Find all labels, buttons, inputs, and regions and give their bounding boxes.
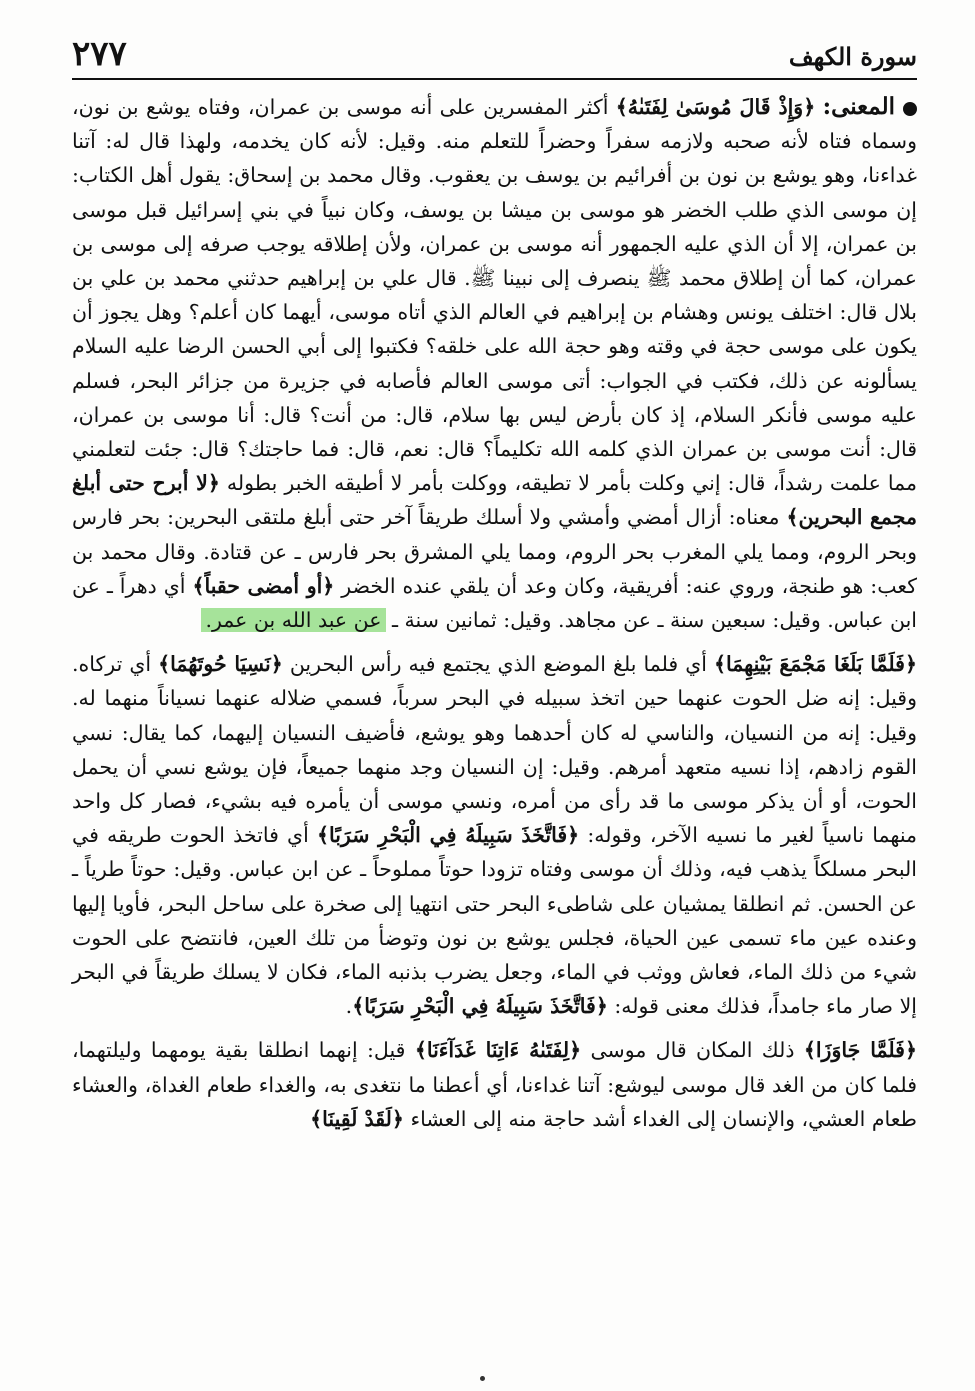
paragraph-passing	[72, 1033, 917, 1136]
quran-verse: ﴿فَاتَّخَذَ سَبِيلَهُ فِي الْبَحْرِ سَرَبًا﴾	[352, 994, 608, 1019]
commentary-text: .	[345, 994, 353, 1019]
commentary-text: أي دهراً ـ عن ابن عباس. وقيل: سبعين سنة ـ عن مجاهد. وقيل: ثمانين سنة ـ	[72, 573, 917, 633]
commentary-text: أكثر المفسرين على أنه موسى بن عمران، وفتاه يوشع بن نون، وسماه فتاه لأنه صحبه ولازمه سفراً وحضراً للتعلم منه. وقيل: لأنه كان يخدمه، ولهذا قال له: آتنا غداءنا، وهو يوشع بن نون بن أفرائيم بن يوسف بن يعقوب. وقال محمد بن إسحاق: يقول أهل الكتاب: إن موسى الذي طلب الخضر هو موسى بن ميشا بن يوسف، وكان نبياً في بني إسرائيل قبل موسى بن عمران، إلا أن الذي عليه الجمهور أنه موسى بن عمران، ولأن إطلاقه يوجب صرفه إلى موسى بن عمران، كما أن إطلاق محمد ﷺ ينصرف إلى نبينا ﷺ. قال علي بن إبراهيم حدثني محمد بن علي بن بلال قال: اختلف يونس وهشام بن إبراهيم في العالم الذي أتاه موسى، أيهما كان أعلم؟ وهل يجوز أن يكون على موسى حجة في وقته وهو حجة الله على خلقه؟ فكتبوا إلى أبي الحسن الرضا عليه السلام يسألونه عن ذلك، فكتب في الجواب: أتى موسى العالم فأصابه في جزيرة من جزائر البحر، فسلم عليه موسى فأنكر السلام، إذ كان بأرض ليس بها سلام، قال: من أنت؟ قال: أنا موسى بن عمران، قال: أنت موسى بن عمران الذي كلمه الله تكليماً؟ قال: نعم، قال: فما حاجتك؟ قال: جئت لتعلمني مما علمت رشداً، قال: إني وكلت بأمر لا تطيقه، ووكلت بأمر لا أطيقه الخبر بطوله	[72, 95, 917, 496]
page-number: ٢٧٧	[72, 34, 127, 74]
quran-verse: ﴿فَاتَّخَذَ سَبِيلَهُ فِي الْبَحْرِ سَرَبًا﴾	[316, 823, 580, 848]
body-text	[72, 90, 917, 1136]
quran-verse: ﴿لَقَدْ لَقِينَا﴾	[310, 1106, 404, 1131]
quran-verse: ﴿أو أمضى حقباً﴾	[192, 573, 335, 598]
quran-verse: ﴿لا أبرح حتى أبلغ مجمع البحرين﴾	[72, 471, 917, 530]
paragraph-lead: المعنى:	[822, 93, 895, 120]
quran-verse: ﴿وَإِذْ قَالَ مُوسَىٰ لِفَتَىٰهُ﴾	[615, 95, 816, 119]
header-rule	[72, 78, 917, 80]
quran-verse: ﴿فَلَمَّا جَاوَزَا﴾	[803, 1038, 917, 1063]
quran-verse: ﴿فَلَمَّا بَلَغَا مَجْمَعَ بَيْنِهِمَا﴾	[714, 652, 917, 677]
commentary-text: معناه: أزال أمضي وأمشي ولا أسلك طريقاً آخر حتى أبلغ ملتقى البحرين: بحر فارس وبحر الروم، ومما يلي المغرب بحر الروم، ومما يلي المشرق بحر فارس ـ عن قتادة. وقال محمد بن كعب: هو طنجة، وروي عنه: أفريقية، وكان وعد أن يلقي عنده الخضر	[72, 505, 917, 598]
page-header	[72, 32, 917, 80]
highlighted-text: عن عبد الله بن عمر.	[201, 608, 385, 632]
commentary-text: أي تركاه. وقيل: إنه ضل الحوت عنهما حين اتخذ سبيله في البحر سرباً، فسمي ضلاله عنهما نسياناً منهما له. وقيل: إنه من النسيان، والناسي له كان أحدهما وهو يوشع، فأضيف النسيان إليهما، كما يقال: نسي القوم زادهم، إذا نسيه متعهد أمرهم. وقيل: إن النسيان وجد منهما جميعاً، فإن يوشع نسي أن يحمل الحوت، أو أن يذكر موسى ما قد رأى من أمره، ونسي موسى أن يأمره فيه بشيء، فصار كل واحد منهما ناسياً لغير ما نسيه الآخر، وقوله:	[72, 652, 917, 848]
bullet-icon	[903, 102, 917, 116]
quran-verse: ﴿نَسِيَا حُوتَهُمَا﴾	[158, 652, 283, 677]
paragraph-fish	[72, 647, 917, 1023]
commentary-text: ذلك المكان قال موسى	[581, 1038, 804, 1063]
quran-verse: ﴿لِفَتَىٰهُ ءَاتِنَا غَدَآءَنَا﴾	[414, 1038, 582, 1063]
commentary-text: قيل: إنهما انطلقا بقية يومهما وليلتهما، فلما كان من الغد قال موسى ليوشع: آتنا غداءنا، أي أعطنا ما نتغدى به، والغداء طعام الغداة، والعشاء طعام العشي، والإنسان إلى الغداء أشد حاجة منه إلى العشاء	[72, 1038, 917, 1131]
commentary-text: أي فلما بلغ الموضع الذي يجتمع فيه رأس البحرين	[282, 652, 715, 677]
commentary-text: أي فاتخذ الحوت طريقه في البحر مسلكاً يذهب فيه، وذلك أن موسى وفتاه تزودا حوتاً مملوحاً ـ عن ابن عباس. وقيل: حوتاً طرياً ـ عن الحسن. ثم انطلقا يمشيان على شاطىء البحر حتى انتهيا إلى صخرة على ساحل البحر، فأويا إليها وعنده عين ماء تسمى عين الحياة، فجلس يوشع بن نون وتوضأ من تلك العين، فانتضح على الحوت شيء من ذلك الماء، فعاش ووثب في الماء، وجعل يضرب بذنبه الماء، فكان لا يسلك طريقاً في البحر إلا صار ماء جامداً، فذلك معنى قوله:	[72, 823, 917, 1019]
page-dot	[480, 1376, 485, 1381]
surah-title: سورة الكهف	[788, 42, 917, 71]
paragraph-meaning	[72, 90, 917, 637]
